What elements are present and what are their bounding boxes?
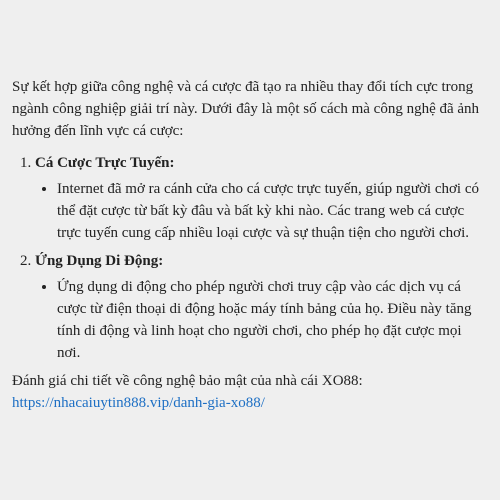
footer-paragraph [12,370,488,414]
review-link[interactable]: https://nhacaiuytin888.vip/danh-gia-xo88/ [12,395,265,411]
section-heading: Cá Cược Trực Tuyến: [35,155,175,171]
section-heading: Ứng Dụng Di Động: [35,253,164,269]
section-item-mobile-app [35,250,488,364]
bullet-item: • Internet đã mở ra cánh cửa cho cá cược trực tuyến, giúp người chơi có thể đặt cược từ bất kỳ đâu và bất kỳ khi nào. Các trang web cá cược trực tuyến cung cấp nhiều loại cược và sự thuận tiện cho người chơi. [57,178,488,244]
bullet-list [35,178,488,244]
intro-paragraph: Sự kết hợp giữa công nghệ và cá cược đã tạo ra nhiều thay đổi tích cực trong ngành công nghiệp giải trí này. Dưới đây là một số cách mà công nghệ đã ảnh hưởng đến lĩnh vực cá cược: [12,79,480,139]
section-list [12,152,488,364]
section-item-online-betting [35,152,488,244]
bullet-item: • Ứng dụng di động cho phép người chơi truy cập vào các dịch vụ cá cược từ điện thoại di động hoặc máy tính bảng của họ. Điều này tăng tính di động và linh hoạt cho người chơi, cho phép họ đặt cược mọi nơi. [57,276,488,364]
bullet-list [35,276,488,364]
footer-text: Đánh giá chi tiết về công nghệ bảo mật của nhà cái XO88: [12,373,363,389]
